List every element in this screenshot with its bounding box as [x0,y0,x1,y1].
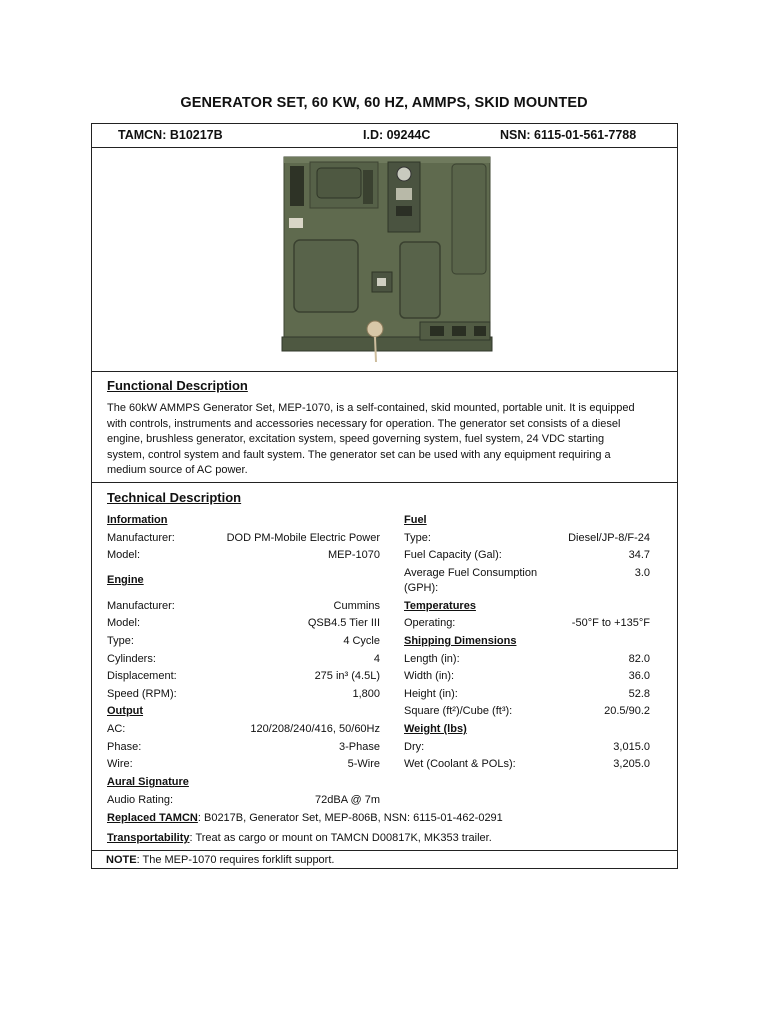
engine-type-label: Type: [107,635,134,647]
functional-line: The 60kW AMMPS Generator Set, MEP-1070, is a self-contained, skid mounted, portable unit. It is equipped [107,402,635,414]
engine-heading: Engine [107,574,144,586]
engine-manufacturer-value: Cummins [333,600,380,612]
functional-line: with controls, instruments and accessories necessary for operation. The generator set consists of a diesel [107,417,621,430]
ship-length-value: 82.0 [628,653,650,665]
id-label: I.D: 09244C [363,128,431,142]
engine-type-value: 4 Cycle [343,635,380,647]
fuel-consumption-unit: (GPH): [404,582,439,594]
info-manufacturer-label: Manufacturer: [107,532,175,544]
ship-height-value: 52.8 [628,688,650,700]
functional-description [92,371,677,483]
fuel-heading: Fuel [404,514,427,526]
ship-width-label: Width (in): [404,670,455,682]
engine-speed-value: 1,800 [352,688,380,700]
temperatures-heading: Temperatures [404,600,476,612]
functional-line: medium source of AC power. [107,464,248,477]
aural-audio-label: Audio Rating: [107,794,174,806]
generator-photo [280,152,500,370]
ship-square-label: Square (ft²)/Cube (ft³): [404,705,513,717]
information-heading: Information [107,514,168,526]
aural-audio-value: 72dBA @ 7m [315,794,380,806]
page-title: GENERATOR SET, 60 KW, 60 HZ, AMMPS, SKID MOUNTED [180,95,588,111]
info-manufacturer-value: DOD PM-Mobile Electric Power [226,532,380,544]
technical-heading: Technical Description [107,490,242,505]
functional-line: system, control system and fault system. The generator set can be used with any equipment requiring a [107,448,611,461]
technical-description [92,482,677,851]
output-phase-value: 3-Phase [339,741,380,753]
spec-sheet-frame [91,123,678,869]
output-heading: Output [107,705,144,717]
engine-cylinders-label: Cylinders: [107,653,156,665]
replaced-tamcn-text: : B0217B, Generator Set, MEP-806B, NSN: 6115-01-462-0291 [197,812,503,824]
fuel-capacity-value: 34.7 [628,549,650,561]
fuel-capacity-label: Fuel Capacity (Gal): [404,549,502,561]
id-row [92,124,677,148]
fuel-type-label: Type: [404,532,431,544]
output-wire-label: Wire: [107,758,133,770]
replaced-tamcn-line [107,812,503,824]
engine-model-label: Model: [107,617,141,629]
engine-manufacturer-label: Manufacturer: [107,600,175,612]
weight-wet-value: 3,205.0 [613,758,650,770]
engine-displacement-label: Displacement: [107,670,177,682]
fuel-consumption-value: 3.0 [634,567,650,579]
ship-height-label: Height (in): [404,688,458,700]
note-text: : The MEP-1070 requires forklift support. [136,854,335,866]
aural-heading: Aural Signature [107,776,189,788]
functional-line: engine, brushless generator, excitation system, speed governing system, fuel system, 24 VDC starting [107,433,605,446]
replaced-tamcn-key: Replaced TAMCN [107,812,198,824]
info-model-value: MEP-1070 [328,549,380,561]
nsn-label: NSN: 6115-01-561-7788 [500,128,637,142]
photo-area [92,147,677,372]
temp-operating-label: Operating: [404,617,456,629]
note-key: NOTE [106,854,137,866]
weight-heading: Weight (lbs) [404,723,467,735]
weight-wet-label: Wet (Coolant & POLs): [404,758,516,770]
tamcn-label: TAMCN: B10217B [118,128,223,142]
weight-dry-value: 3,015.0 [613,741,650,753]
ship-width-value: 36.0 [628,670,650,682]
output-phase-label: Phase: [107,741,142,753]
note-line [106,854,334,866]
output-ac-value: 120/208/240/416, 50/60Hz [250,723,380,735]
ship-square-value: 20.5/90.2 [604,705,650,717]
output-ac-label: AC: [107,723,126,735]
engine-model-value: QSB4.5 Tier III [307,617,380,629]
shipping-heading: Shipping Dimensions [404,635,517,647]
engine-cylinders-value: 4 [373,653,380,665]
transportability-key: Transportability [107,832,190,844]
engine-displacement-value: 275 in³ (4.5L) [314,670,380,682]
info-model-label: Model: [107,549,141,561]
temp-operating-value: -50°F to +135°F [571,617,650,629]
transportability-line [107,832,492,844]
functional-text [107,401,665,479]
ship-length-label: Length (in): [404,653,460,665]
fuel-type-value: Diesel/JP-8/F-24 [568,532,650,544]
output-wire-value: 5-Wire [347,758,380,770]
transportability-text: : Treat as cargo or mount on TAMCN D00817K, MK353 trailer. [189,832,492,844]
weight-dry-label: Dry: [404,741,425,753]
functional-heading: Functional Description [107,378,248,393]
fuel-consumption-label: Average Fuel Consumption [404,567,538,579]
engine-speed-label: Speed (RPM): [107,688,177,700]
